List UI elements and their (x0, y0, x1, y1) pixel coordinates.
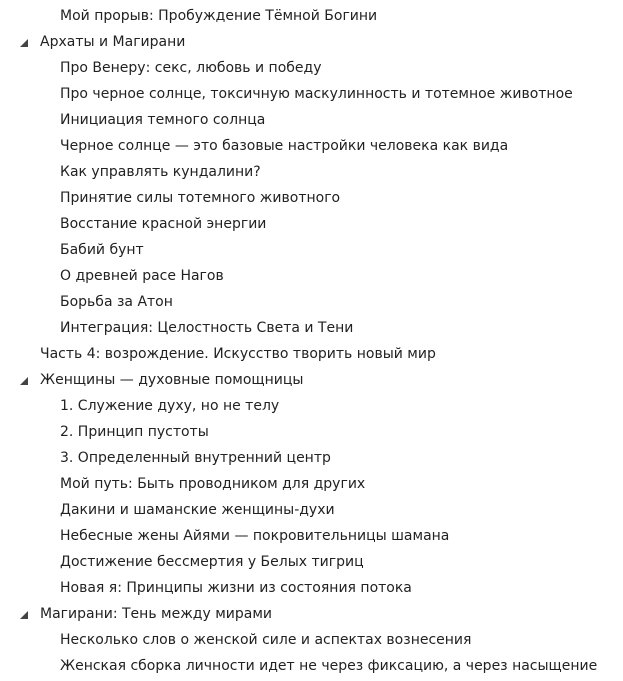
toc-chapter-item[interactable] (0, 107, 623, 133)
toc-item-label: 1. Служение духу, но не телу (60, 398, 280, 414)
toc-item-label: О древней расе Нагов (60, 268, 224, 284)
toc-section-item[interactable] (0, 601, 623, 627)
toc-chapter-item[interactable] (0, 55, 623, 81)
toc-item-label: Достижение бессмертия у Белых тигриц (60, 554, 364, 570)
expand-triangle-icon[interactable] (20, 611, 28, 619)
toc-item-label: Часть 4: возрождение. Искусство творить новый мир (40, 346, 436, 362)
toc-chapter-item[interactable] (0, 315, 623, 341)
toc-chapter-item[interactable] (0, 81, 623, 107)
toc-chapter-item[interactable] (0, 133, 623, 159)
toc-chapter-item[interactable] (0, 185, 623, 211)
toc-item-label: Инициация темного солнца (60, 112, 266, 128)
toc-item-label: Бабий бунт (60, 242, 144, 258)
toc-item-label: Магирани: Тень между мирами (40, 606, 273, 622)
toc-section-item[interactable] (0, 29, 623, 55)
toc-item-label: Новая я: Принципы жизни из состояния потока (60, 580, 412, 596)
toc-chapter-item[interactable] (0, 497, 623, 523)
toc-item-label: Про черное солнце, токсичную маскулинность и тотемное животное (60, 86, 573, 102)
toc-item-label: Женщины — духовные помощницы (40, 372, 304, 388)
toc-chapter-item[interactable] (0, 237, 623, 263)
toc-item-label: Про Венеру: секс, любовь и победу (60, 60, 322, 76)
toc-item-label: Дакини и шаманские женщины-духи (60, 502, 335, 518)
toc-chapter-item[interactable] (0, 575, 623, 601)
toc-section-item[interactable] (0, 341, 623, 367)
toc-chapter-item[interactable] (0, 263, 623, 289)
toc-chapter-item[interactable] (0, 523, 623, 549)
toc-item-label: Небесные жены Айями — покровительницы шамана (60, 528, 450, 544)
toc-chapter-item[interactable] (0, 211, 623, 237)
toc-item-label: Восстание красной энергии (60, 216, 267, 232)
toc-chapter-item[interactable] (0, 627, 623, 653)
toc-chapter-item[interactable] (0, 393, 623, 419)
expand-triangle-icon[interactable] (20, 39, 28, 47)
toc-item-label: Черное солнце — это базовые настройки человека как вида (60, 138, 509, 154)
toc-item-label: Мой прорыв: Пробуждение Тёмной Богини (60, 8, 378, 24)
toc-item-label: Принятие силы тотемного животного (60, 190, 341, 206)
toc-item-label: Несколько слов о женской силе и аспектах вознесения (60, 632, 472, 648)
toc-chapter-item[interactable] (0, 445, 623, 471)
toc-item-label: 2. Принцип пустоты (60, 424, 209, 440)
toc-item-label: Как управлять кундалини? (60, 164, 261, 180)
toc-item-label: 3. Определенный внутренний центр (60, 450, 331, 466)
toc-item-label: Борьба за Атон (60, 294, 173, 310)
toc-chapter-item[interactable] (0, 289, 623, 315)
toc-section-item[interactable] (0, 367, 623, 393)
table-of-contents (0, 3, 623, 679)
expand-triangle-icon[interactable] (20, 377, 28, 385)
toc-item-label: Архаты и Магирани (40, 34, 186, 50)
toc-item-label: Интеграция: Целостность Света и Тени (60, 320, 354, 336)
toc-chapter-item[interactable] (0, 419, 623, 445)
toc-chapter-item[interactable] (0, 549, 623, 575)
toc-chapter-item[interactable] (0, 3, 623, 29)
toc-chapter-item[interactable] (0, 471, 623, 497)
toc-item-label: Мой путь: Быть проводником для других (60, 476, 366, 492)
toc-chapter-item[interactable] (0, 653, 623, 679)
toc-item-label: Женская сборка личности идет не через фиксацию, а через насыщение (60, 658, 598, 674)
toc-chapter-item[interactable] (0, 159, 623, 185)
